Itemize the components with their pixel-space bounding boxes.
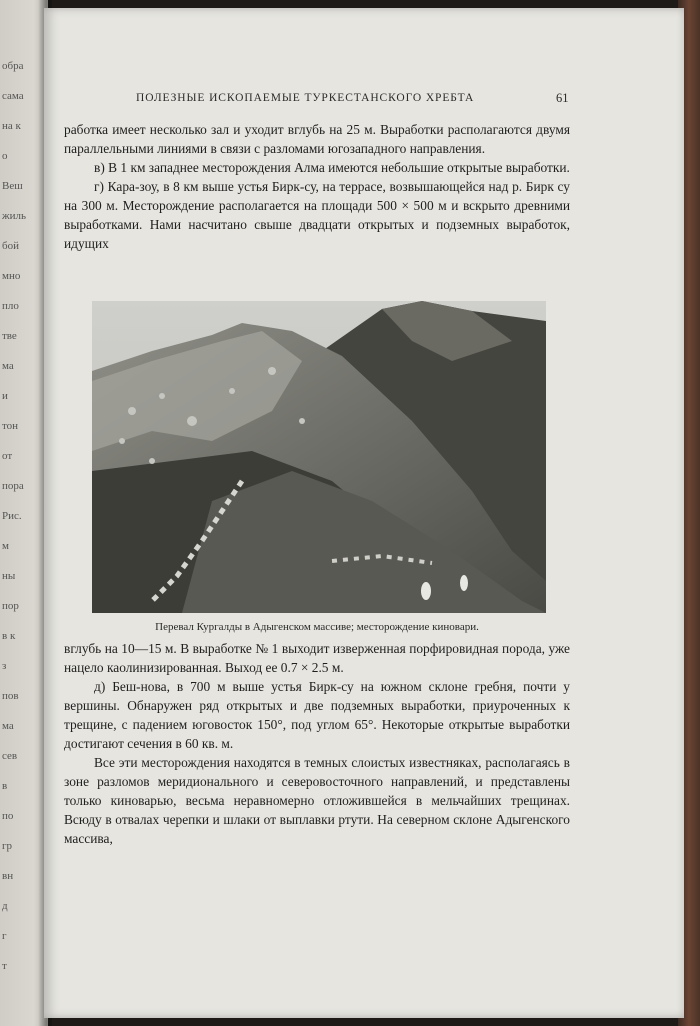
left-page-fragment: от [2,450,13,462]
left-page-fragment: м [2,540,9,552]
left-page-fragment: г [2,930,7,942]
left-page-fragment: в [2,780,8,792]
left-page-fragment: на к [2,120,21,132]
book-page [44,8,684,1018]
page-number: 61 [556,91,569,105]
left-page-fragment: пов [2,690,19,702]
paragraph: д) Беш-нова, в 700 м выше устья Бирк-су на южном склоне гребня, почти у вершины. Обнаружен ряд открытых и две подземных выработки, приуроченных к трещине, с падением юговосток 150°, под углом 65°. Некоторые открытые выработки достигают сечения в 60 кв. м. [64,679,570,751]
figure-caption: Перевал Кургалды в Адыгенском массиве; месторождение киновари. [155,621,479,633]
left-page-fragment: гр [2,840,13,852]
left-page-fragment: ма [2,360,14,372]
running-title: ПОЛЕЗНЫЕ ИСКОПАЕМЫЕ ТУРКЕСТАНСКОГО ХРЕБТА [136,92,475,104]
body-text-top [64,120,570,253]
left-page-fragment: пора [2,480,24,492]
left-page-fragment: бой [2,240,19,252]
left-page-fragment: тон [2,420,19,432]
left-page-fragment: и [2,390,8,402]
paragraph: работка имеет несколько зал и уходит вглубь на 25 м. Выработки располагаются двумя параллельными линиями в связи с разломами югозападного направления. [64,122,570,156]
left-page-fragment: в к [2,630,16,642]
left-page-fragment: з [2,660,7,672]
left-page-fragment: ма [2,720,14,732]
left-page-fragment: ны [2,570,16,582]
left-page-fragment: Веш [2,180,23,192]
left-page-fragment: сев [2,750,18,762]
left-page-fragment: мно [2,270,21,282]
paragraph: Все эти месторождения находятся в темных слоистых известняках, располагаясь в зоне разломов меридионального и северовосточного направлений, и представлены только киноварью, весьма неравномерно отложившейся в мельчайших трещинах. Всюду в отвалах черепки и шлаки от выплавки ртути. На северном склоне Адыгенского массива, [64,755,570,846]
left-page-fragment: по [2,810,14,822]
left-page-fragment: Рис. [2,510,22,522]
left-page-fragment: тве [2,330,17,342]
mountain-photograph [92,301,546,613]
left-page-fragment: жиль [2,210,26,222]
left-page-fragment: сама [2,90,24,102]
left-page-fragment: вн [2,870,14,882]
left-page-fragment: обра [2,60,24,72]
running-head [44,92,684,112]
left-page-fragment: т [2,960,7,972]
left-page-fragment: о [2,150,8,162]
left-page-fragment: д [2,900,8,912]
left-page-fragment: пло [2,300,19,312]
paragraph: вглубь на 10—15 м. В выработке № 1 выходит изверженная порфировидная порода, уже нацело каолинизированная. Выход ее 0.7 × 2.5 м. [64,641,570,675]
left-page-fragment: пор [2,600,19,612]
paragraph: в) В 1 км западнее месторождения Алма имеются небольшие открытые выработки. [94,160,570,175]
body-text-bottom [64,639,570,848]
paragraph: г) Кара-зоу, в 8 км выше устья Бирк-су, на террасе, возвышающейся над р. Бирк су на 300 м. Месторождение располагается на площади 500 × 500 м и вскрыто древними выработками. Нами насчитано свыше двадцати открытых и подземных выработок, идущих [64,179,570,251]
